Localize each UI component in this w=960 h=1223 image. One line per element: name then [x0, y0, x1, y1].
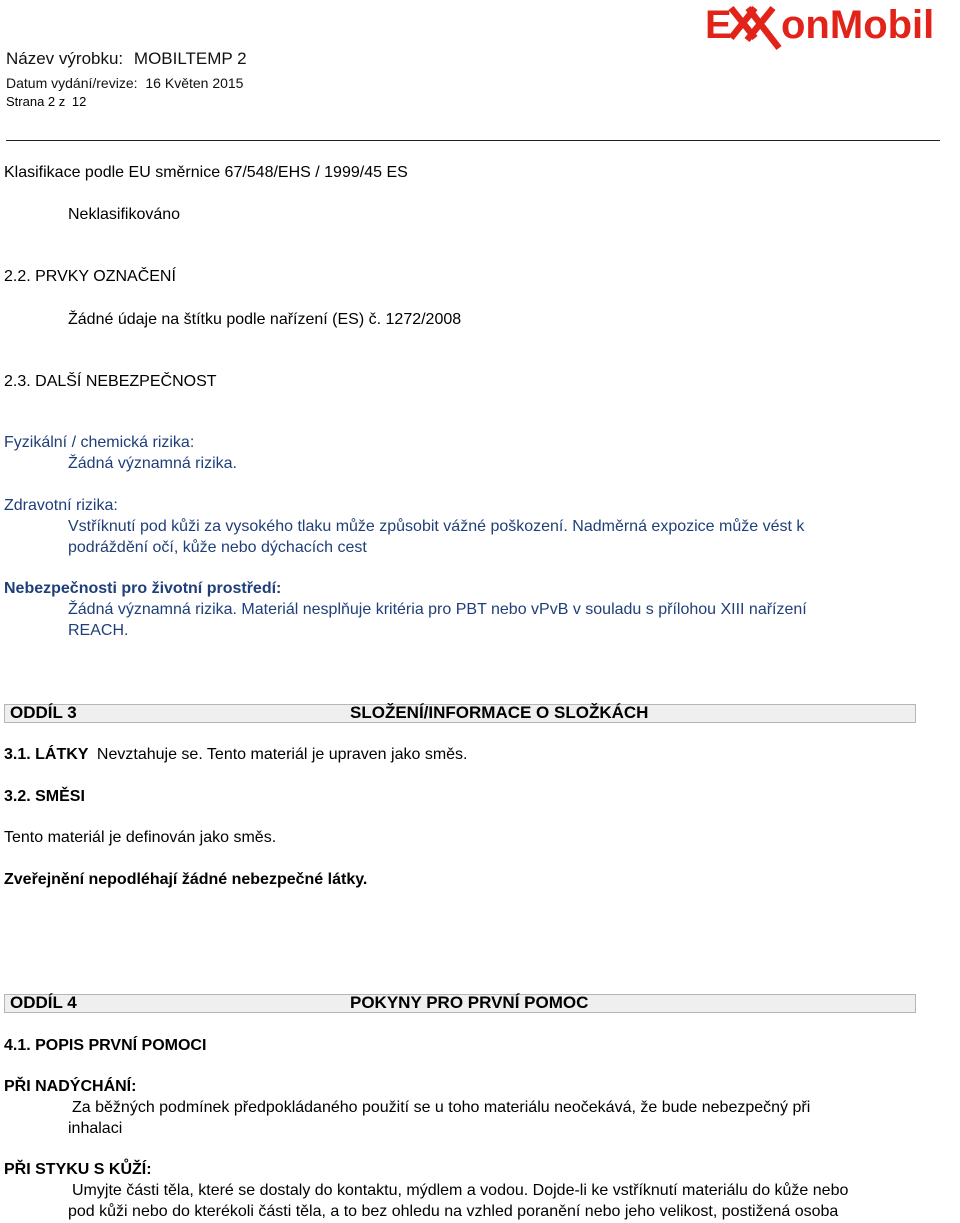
date-value: 16 Květen 2015: [145, 75, 244, 91]
section-4-bar: [4, 994, 916, 1013]
substances-line: [4, 746, 467, 764]
phys-chem-hazards-text: Žádná významná rizika.: [68, 455, 237, 472]
environmental-hazards-text-line1: Žádná významná rizika. Materiál nesplňuje kritéria pro PBT nebo vPvB v souladu s přílohou XIII nařízení: [68, 601, 807, 618]
product-name-line: [6, 49, 247, 69]
inhalation-text-line2: inhalaci: [68, 1120, 123, 1137]
skin-contact-text-line1: Umyjte části těla, které se dostaly do kontaktu, mýdlem a vodou. Dojde-li ke vstříknutí materiálu do kůže nebo: [72, 1182, 849, 1199]
label-elements-text: Žádné údaje na štítku podle nařízení (ES) č. 1272/2008: [68, 311, 462, 328]
section-4-number: ODDÍL 4: [10, 993, 77, 1012]
page-label: Strana 2 z: [6, 94, 66, 109]
section-3-number: ODDÍL 3: [10, 703, 77, 722]
skin-contact-label: PŘI STYKU S KŮŽÍ:: [4, 1161, 152, 1178]
health-hazards-label: Zdravotní rizika:: [4, 497, 118, 514]
skin-contact-text-line2: pod kůži nebo do kterékoli části těla, a to bez ohledu na vzhled poranění nebo jeho velikost, postižená osoba: [68, 1203, 839, 1220]
classification-value: Neklasifikováno: [68, 206, 181, 223]
issue-date-line: [6, 75, 243, 91]
section-4-title: POKYNY PRO PRVNÍ POMOC: [350, 993, 589, 1012]
environmental-hazards-label: Nebezpečnosti pro životní prostředí:: [4, 580, 282, 597]
health-hazards-text-line2: podráždění očí, kůže nebo dýchacích cest: [68, 539, 367, 556]
svg-text:E: E: [705, 3, 732, 47]
disclosure-text: Zveřejnění nepodléhají žádné nebezpečné látky.: [4, 871, 368, 888]
substances-label: 3.1. LÁTKY: [4, 746, 89, 763]
header-divider: [6, 140, 940, 141]
inhalation-text-line1: Za běžných podmínek předpokládaného použití se u toho materiálu neočekává, že bude nebezpečný při: [72, 1099, 811, 1116]
environmental-hazards-text-line2: REACH.: [68, 622, 129, 639]
svg-text:onMobil: onMobil: [781, 3, 935, 47]
date-label: Datum vydání/revize:: [6, 75, 138, 91]
classification-heading: Klasifikace podle EU směrnice 67/548/EHS / 1999/45 ES: [4, 164, 408, 181]
exxonmobil-logo: [703, 0, 959, 52]
section-2-2-heading: 2.2. PRVKY OZNAČENÍ: [4, 268, 176, 285]
page-number-line: [6, 94, 86, 109]
section-2-3-heading: 2.3. DALŠÍ NEBEZPEČNOST: [4, 373, 217, 390]
page-total: 12: [71, 94, 87, 109]
mixture-definition-text: Tento materiál je definován jako směs.: [4, 829, 277, 846]
product-label: Název výrobku:: [6, 49, 124, 68]
mixtures-label: 3.2. SMĚSI: [4, 788, 85, 805]
phys-chem-hazards-label: Fyzikální / chemická rizika:: [4, 434, 195, 451]
health-hazards-text-line1: Vstříknutí pod kůži za vysokého tlaku může způsobit vážné poškození. Nadměrná expozice může vést k: [68, 518, 805, 535]
section-3-title: SLOŽENÍ/INFORMACE O SLOŽKÁCH: [350, 703, 649, 722]
inhalation-label: PŘI NADÝCHÁNÍ:: [4, 1078, 137, 1095]
product-name: MOBILTEMP 2: [133, 49, 247, 68]
first-aid-description-heading: 4.1. POPIS PRVNÍ POMOCI: [4, 1037, 207, 1054]
section-3-bar: [4, 704, 916, 723]
substances-text: Nevztahuje se. Tento materiál je upraven jako směs.: [96, 746, 468, 763]
